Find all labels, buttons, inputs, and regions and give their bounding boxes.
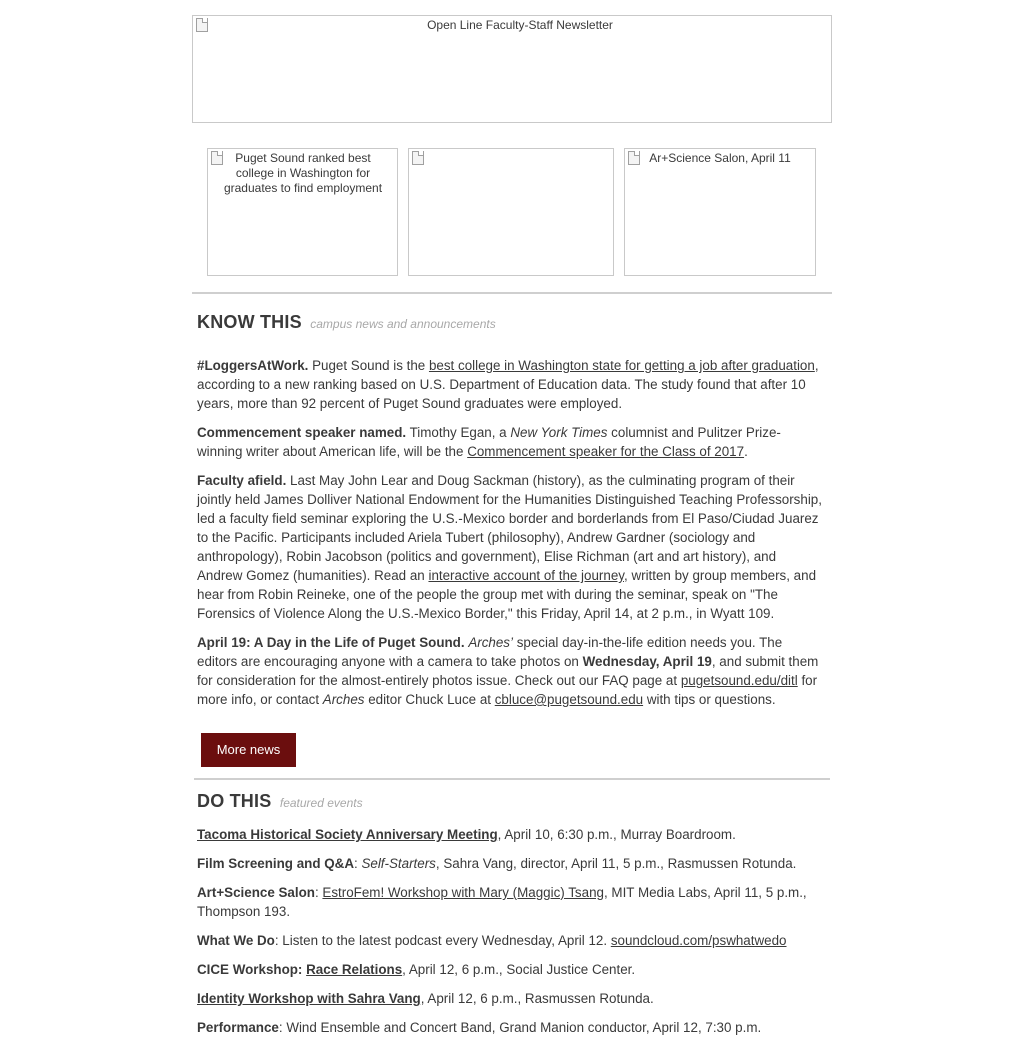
event-lead: CICE Workshop: (197, 962, 303, 977)
best-college-link[interactable]: best college in Washington state for getting a job after graduation (428, 358, 815, 373)
news-item-lead: Faculty afield. (197, 473, 287, 488)
tile-alt-text: Ar+Science Salon, April 11 (649, 151, 791, 165)
event-text: , April 10, 6:30 p.m., Murray Boardroom. (497, 827, 736, 842)
event-item (197, 931, 823, 950)
news-item-lead: #LoggersAtWork. (197, 358, 309, 373)
event-item (197, 960, 823, 979)
feature-tile-salon[interactable] (624, 148, 816, 276)
news-text-italic: Arches’ (468, 635, 513, 650)
event-item (197, 883, 823, 921)
email-link[interactable]: cbluce@pugetsound.edu (494, 692, 644, 707)
event-link[interactable]: Race Relations (306, 962, 403, 977)
news-text: , written by group members, and hear from Robin Reineke, one of the people the group met with during the seminar, speak on "The Forensics of Violence Along the U.S.-Mexico Border," this Friday, April 14, at 2 p.m., in Wyatt 109. (197, 568, 817, 621)
news-item-lead: Commencement speaker named. (197, 425, 407, 440)
know-this-title: KNOW THIS (197, 312, 302, 332)
event-text: , April 12, 6 p.m., Rasmussen Rotunda. (420, 991, 654, 1006)
event-text: : (354, 856, 362, 871)
commencement-speaker-link[interactable]: Commencement speaker for the Class of 2017 (467, 444, 745, 459)
news-text: Last May John Lear and Doug Sackman (history), as the culminating program of their jointly held James Dolliver National Endowment for the Humanities Distinguished Teaching Professorship, led a faculty field seminar exploring the U.S.-Mexico border and borderlands from El Paso/Ciudad Juarez to the Pacific. Participants included Ariela Tubert (philosophy), Andrew Gardner (sociology and anthropology), Robin Jacobson (politics and government), Elise Richman (art and art history), and Andrew Gomez (humanities). Read an (197, 473, 822, 583)
news-item-day-in-life (197, 633, 823, 709)
event-lead: Performance (197, 1020, 279, 1035)
event-item (197, 825, 823, 844)
do-this-heading (197, 791, 363, 812)
event-text: , April 12, 6 p.m., Social Justice Center. (402, 962, 636, 977)
ditl-link[interactable]: pugetsound.edu/ditl (680, 673, 798, 688)
event-lead: Film Screening and Q&A (197, 856, 354, 871)
news-text: , according to a new ranking based on U.S. Department of Education data. The study found that after 10 years, more than 92 percent of Puget Sound graduates were employed. (197, 358, 819, 411)
know-this-heading (197, 312, 496, 333)
do-this-title: DO THIS (197, 791, 272, 811)
news-text: , and submit them for consideration for the almost-entirely photos issue. Check out our FAQ page at (197, 654, 819, 688)
event-text: , Sahra Vang, director, April 11, 5 p.m., Rasmussen Rotunda. (435, 856, 797, 871)
broken-image-icon (411, 151, 425, 165)
event-text-italic: Self-Starters (361, 856, 436, 871)
more-news-button[interactable]: More news (201, 733, 296, 767)
news-item-loggers (197, 356, 823, 413)
news-text: Puget Sound is the (308, 358, 429, 373)
feature-tile-image[interactable] (408, 148, 614, 276)
event-text: , MIT Media Labs, April 11, 5 p.m., Thompson 193. (197, 885, 807, 919)
banner-alt-text: Open Line Faculty-Staff Newsletter (427, 18, 613, 32)
news-item-commencement (197, 423, 823, 461)
news-text: for more info, or contact (197, 673, 818, 707)
event-link[interactable]: Tacoma Historical Society Anniversary Meeting (197, 827, 498, 842)
news-item-faculty-afield (197, 471, 823, 623)
news-item-lead: April 19: A Day in the Life of Puget Sound. (197, 635, 465, 650)
news-text: with tips or questions. (643, 692, 776, 707)
event-item (197, 854, 823, 873)
do-this-subtitle: featured events (279, 796, 363, 810)
news-text: editor Chuck Luce at (364, 692, 495, 707)
event-text: : (314, 885, 323, 900)
tile-alt-text: Puget Sound ranked best college in Washington for graduates to find employment (223, 151, 383, 195)
news-text-bold: Wednesday, April 19 (582, 654, 712, 669)
section-divider (192, 292, 832, 294)
event-item (197, 1018, 823, 1037)
news-text: Timothy Egan, a (406, 425, 511, 440)
news-text: columnist and Pulitzer Prize-winning writer about American life, will be the (197, 425, 781, 459)
event-text: : Wind Ensemble and Concert Band, Grand Manion conductor, April 12, 7:30 p.m. (278, 1020, 762, 1035)
news-text-italic: Arches (322, 692, 365, 707)
know-this-subtitle: campus news and announcements (310, 317, 496, 331)
news-text: special day-in-the-life edition needs you. The editors are encouraging anyone with a camera to take photos on (197, 635, 783, 669)
soundcloud-link[interactable]: soundcloud.com/pswhatwedo (610, 933, 787, 948)
event-lead: Art+Science Salon (197, 885, 315, 900)
event-lead: What We Do (197, 933, 275, 948)
event-item (197, 989, 823, 1008)
event-link[interactable]: EstroFem! Workshop with Mary (Maggic) Tsang (322, 885, 604, 900)
feature-tile-ranking[interactable] (207, 148, 398, 276)
event-text: : Listen to the latest podcast every Wednesday, April 12. (274, 933, 611, 948)
news-text: . (744, 444, 748, 459)
section-divider (194, 778, 830, 780)
news-text-italic: New York Times (510, 425, 608, 440)
event-link[interactable]: Identity Workshop with Sahra Vang (197, 991, 421, 1006)
newsletter-banner-image[interactable] (192, 15, 832, 123)
interactive-account-link[interactable]: interactive account of the journey (428, 568, 624, 583)
